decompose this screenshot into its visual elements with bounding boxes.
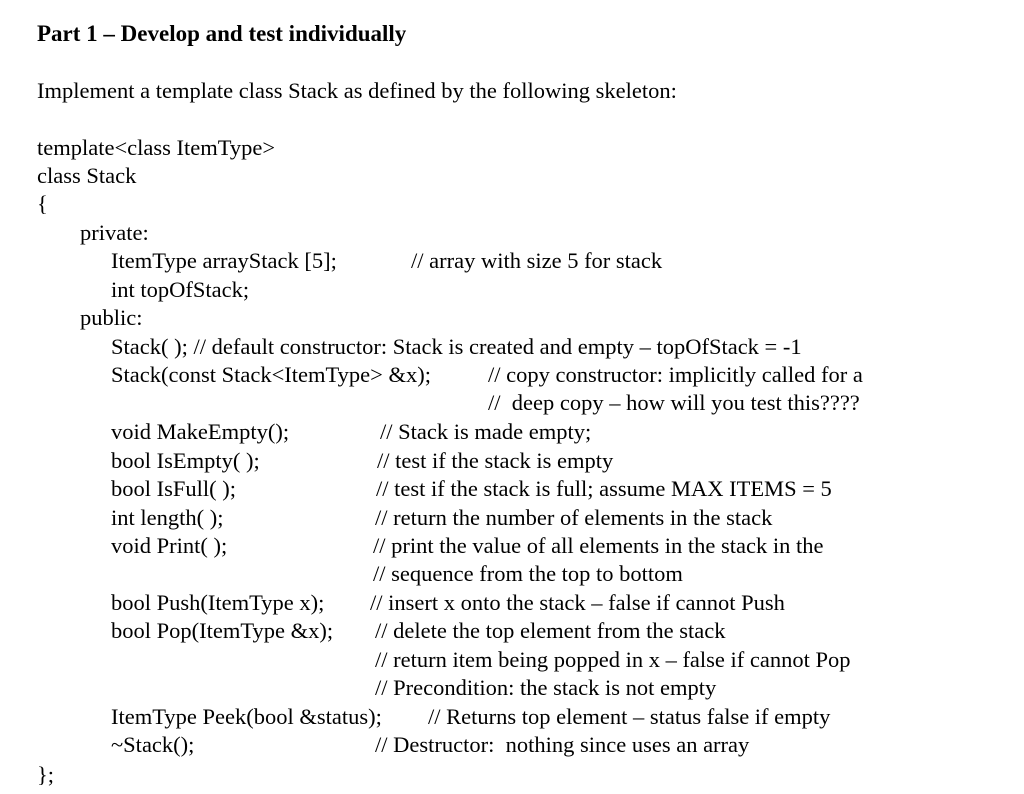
code-close-brace: }; [37,762,55,787]
code-open-brace: { [37,191,48,216]
code-private-label: private: [80,220,149,245]
code-top-decl: int topOfStack; [111,277,250,302]
code-is-empty-comment: // test if the stack is empty [377,448,614,473]
code-pop-comment3: // Precondition: the stack is not empty [375,675,717,700]
code-make-empty-comment: // Stack is made empty; [380,419,592,444]
code-is-empty-decl: bool IsEmpty( ); [111,448,260,473]
code-copy-ctor-decl: Stack(const Stack<ItemType> &x); [111,362,431,387]
code-print-comment2: // sequence from the top to bottom [373,561,683,586]
code-is-full-decl: bool IsFull( ); [111,476,237,501]
code-is-full-comment: // test if the stack is full; assume MAX ITEMS = 5 [376,476,832,501]
code-array-decl: ItemType arrayStack [5]; [111,248,337,273]
code-copy-ctor-comment2: // deep copy – how will you test this???? [488,390,860,415]
code-peek-decl: ItemType Peek(bool &status); [111,704,382,729]
code-push-decl: bool Push(ItemType x); [111,590,325,615]
code-print-decl: void Print( ); [111,533,228,558]
code-pop-comment: // delete the top element from the stack [375,618,726,643]
code-make-empty-decl: void MakeEmpty(); [111,419,290,444]
code-class-line: class Stack [37,163,137,188]
code-public-label: public: [80,305,143,330]
code-print-comment: // print the value of all elements in the stack in the [373,533,824,558]
code-dtor-comment: // Destructor: nothing since uses an array [375,732,750,757]
code-template-line: template<class ItemType> [37,135,276,160]
code-pop-comment2: // return item being popped in x – false if cannot Pop [375,647,851,672]
code-ctor-line: Stack( ); // default constructor: Stack is created and empty – topOfStack = -1 [111,334,802,359]
code-peek-comment: // Returns top element – status false if empty [428,704,831,729]
code-array-comment: // array with size 5 for stack [411,248,663,273]
intro-text: Implement a template class Stack as defined by the following skeleton: [37,78,677,103]
code-length-decl: int length( ); [111,505,224,530]
code-push-comment: // insert x onto the stack – false if cannot Push [370,590,785,615]
code-copy-ctor-comment: // copy constructor: implicitly called for a [488,362,863,387]
code-dtor-decl: ~Stack(); [111,732,195,757]
code-pop-decl: bool Pop(ItemType &x); [111,618,334,643]
code-length-comment: // return the number of elements in the stack [375,505,773,530]
section-heading: Part 1 – Develop and test individually [37,21,407,46]
